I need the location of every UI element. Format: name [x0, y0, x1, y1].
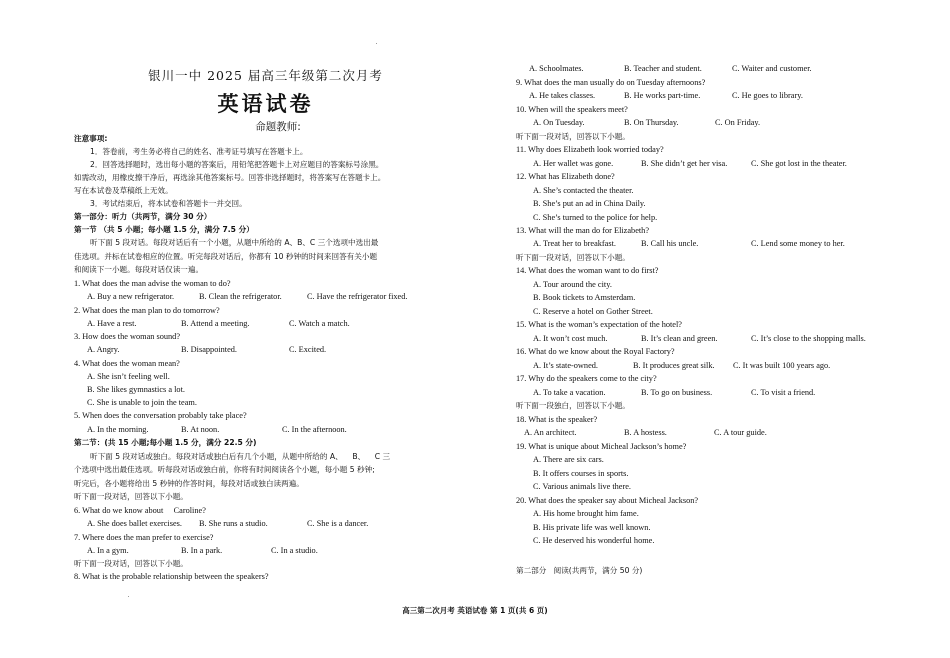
text-line: B. Disappointed. [181, 345, 237, 354]
text-line: A. Her wallet was gone. [533, 159, 614, 168]
text-line: 14. What does the woman want to do first? [516, 266, 659, 275]
text-line: 11. Why does Elizabeth look worried today? [516, 145, 664, 154]
text-line: A. She does ballet exercises. [87, 519, 182, 528]
text-line: B. Teacher and student. [624, 64, 702, 73]
text-line: B. She likes gymnastics a lot. [87, 385, 185, 394]
text-line: B. A hostess. [624, 428, 667, 437]
text-line: C. Lend some money to her. [751, 239, 845, 248]
text-line: B. His private life was well known. [533, 523, 651, 532]
text-line: 如需改动，用橡皮擦干净后，再选涂其他答案标号。回答非选择题时，将答案写在答题卡上。 [74, 173, 386, 182]
text-line: C. Reserve a hotel on Gother Street. [533, 307, 653, 316]
text-line: 20. What does the speaker say about Micheal Jackson? [516, 496, 699, 505]
text-line: C. Various animals live there. [533, 482, 632, 491]
text-line: B. It’s clean and green. [641, 334, 718, 343]
text-line: B. Book tickets to Amsterdam. [533, 293, 636, 302]
text-line: C. He goes to library. [732, 91, 803, 100]
text-line: B. Call his uncle. [641, 239, 699, 248]
text-line: 6. What do we know about Caroline? [74, 506, 206, 515]
text-line: 听下面一段对话，回答以下小题。 [74, 559, 188, 568]
text-line: B. She didn’t get her visa. [641, 159, 728, 168]
text-line: A. Have a rest. [87, 319, 137, 328]
text-line: 10. When will the speakers meet? [516, 105, 628, 114]
text-line: 听下面一段对话，回答以下小题。 [516, 253, 630, 262]
text-line: A. Treat her to breakfast. [533, 239, 616, 248]
text-line: 第二节：(共 15 小题;每小题 1.5 分，满分 22.5 分) [74, 438, 257, 447]
text-line: 第二部分 阅读(共两节，满分 50 分) [516, 566, 643, 575]
text-line: B. On Thursday. [624, 118, 679, 127]
text-line: 听下面一段对话，回答以下小题。 [516, 132, 630, 141]
text-line: 2．回答选择题时，选出每小题的答案后，用铅笔把答题卡上对应题目的答案标号涂黑。 [90, 160, 384, 169]
text-line: 听下面一段独白，回答以下小题。 [516, 401, 630, 410]
text-line: 13. What will the man do for Elizabeth? [516, 226, 650, 235]
text-line: C. She’s turned to the police for help. [533, 213, 658, 222]
text-line: A. Angry. [87, 345, 120, 354]
text-line: B. She’s put an ad in China Daily. [533, 199, 646, 208]
page-footer: 高三第二次月考 英语试卷 第 1 页(共 6 页) [402, 606, 548, 615]
text-line: 17. Why do the speakers come to the city? [516, 374, 657, 383]
text-line: C. Excited. [289, 345, 327, 354]
text-line: C. A tour guide. [714, 428, 767, 437]
teacher-label: 命题教师: [255, 121, 301, 133]
text-line: 3. How does the woman sound? [74, 332, 180, 341]
text-line: 和阅读下一小题。每段对话仅读一遍。 [74, 265, 204, 274]
text-line: 佳选项。并标在试卷相应的位置。听完每段对话后，你都有 10 秒钟的时间来回答有关小题 [74, 252, 378, 261]
text-line: A. An architect. [524, 428, 577, 437]
text-line: C. She is a dancer. [307, 519, 369, 528]
text-line: 7. Where does the man prefer to exercise? [74, 533, 214, 542]
text-line: 3．考试结束后，将本试卷和答题卡一并交回。 [90, 199, 247, 208]
text-line: A. Tour around the city. [533, 280, 612, 289]
text-line: 16. What do we know about the Royal Factory? [516, 347, 675, 356]
text-line: B. She runs a studio. [199, 519, 268, 528]
text-line: C. To visit a friend. [751, 388, 816, 397]
scan-dot [128, 596, 129, 597]
text-line: A. In the morning. [87, 425, 149, 434]
text-line: C. In the afternoon. [282, 425, 347, 434]
text-line: 4. What does the woman mean? [74, 359, 180, 368]
text-line: 9. What does the man usually do on Tuesday afternoons? [516, 78, 706, 87]
text-line: C. She is unable to join the team. [87, 398, 197, 407]
text-line: A. Buy a new refrigerator. [87, 292, 175, 301]
text-line: C. It was built 100 years ago. [733, 361, 831, 370]
text-line: A. His home brought him fame. [533, 509, 639, 518]
text-line: C. In a studio. [271, 546, 318, 555]
text-line: C. It’s close to the shopping malls. [751, 334, 866, 343]
text-line: 1．答卷前，考生务必将自己的姓名、准考证号填写在答题卡上。 [90, 147, 308, 156]
text-line: 听完后，各小题将给出 5 秒钟的作答时间，每段对话或独白读两遍。 [74, 479, 304, 488]
text-line: 1. What does the man advise the woman to do? [74, 279, 231, 288]
scan-dot [376, 43, 377, 44]
text-line: B. It produces great silk. [633, 361, 715, 370]
text-line: 第一节 （共 5 小题；每小题 1.5 分，满分 7.5 分） [74, 225, 254, 234]
text-line: 个选项中选出最佳选项。听每段对话或独白前，你将有时间阅读各个小题，每小题 5 秒钟; [74, 465, 375, 474]
text-line: 19. What is unique about Micheal Jackson’s home? [516, 442, 687, 451]
text-line: 2. What does the man plan to do tomorrow? [74, 306, 220, 315]
text-line: 听下面 5 段对话。每段对话后有一个小题，从题中所给的 A、B、C 三个选项中选出最 [90, 238, 379, 247]
text-line: C. Watch a match. [289, 319, 350, 328]
text-line: 听下面 5 段对话或独白。每段对话或独白后有几个小题，从题中所给的 A、 B、 C 三 [90, 452, 391, 461]
text-line: B. It offers courses in sports. [533, 469, 629, 478]
text-line: 5. When does the conversation probably take place? [74, 411, 247, 420]
text-line: A. It’s state-owned. [533, 361, 598, 370]
text-line: C. On Friday. [715, 118, 761, 127]
text-line: A. There are six cars. [533, 455, 604, 464]
text-line: C. Waiter and customer. [732, 64, 812, 73]
text-line: 18. What is the speaker? [516, 415, 598, 424]
subject-title: 英语试卷 [217, 92, 314, 116]
school-title: 银川一中 2025 届高三年级第二次月考 [148, 68, 383, 83]
text-line: B. In a park. [181, 546, 223, 555]
text-line: A. On Tuesday. [533, 118, 585, 127]
text-line: C. He deserved his wonderful home. [533, 536, 655, 545]
text-line: A. Schoolmates. [529, 64, 584, 73]
text-line: B. He works part-time. [624, 91, 701, 100]
text-line: A. He takes classes. [529, 91, 596, 100]
text-line: A. In a gym. [87, 546, 129, 555]
text-line: 写在本试卷及草稿纸上无效。 [74, 186, 173, 195]
text-line: B. To go on business. [641, 388, 713, 397]
text-line: A. To take a vacation. [533, 388, 606, 397]
text-line: A. She’s contacted the theater. [533, 186, 634, 195]
text-line: 15. What is the woman’s expectation of the hotel? [516, 320, 682, 329]
text-line: 听下面一段对话，回答以下小题。 [74, 492, 188, 501]
text-line: B. Attend a meeting. [181, 319, 250, 328]
text-line: A. She isn’t feeling well. [87, 372, 170, 381]
text-line: B. At noon. [181, 425, 220, 434]
text-line: 8. What is the probable relationship between the speakers? [74, 572, 269, 581]
text-line: B. Clean the refrigerator. [199, 292, 282, 301]
text-line: 第一部分：听力（共两节，满分 30 分） [74, 212, 212, 221]
text-line: 12. What has Elizabeth done? [516, 172, 615, 181]
text-line: C. She got lost in the theater. [751, 159, 847, 168]
text-line: 注意事项: [74, 134, 108, 143]
text-line: C. Have the refrigerator fixed. [307, 292, 408, 301]
text-line: A. It won’t cost much. [533, 334, 608, 343]
